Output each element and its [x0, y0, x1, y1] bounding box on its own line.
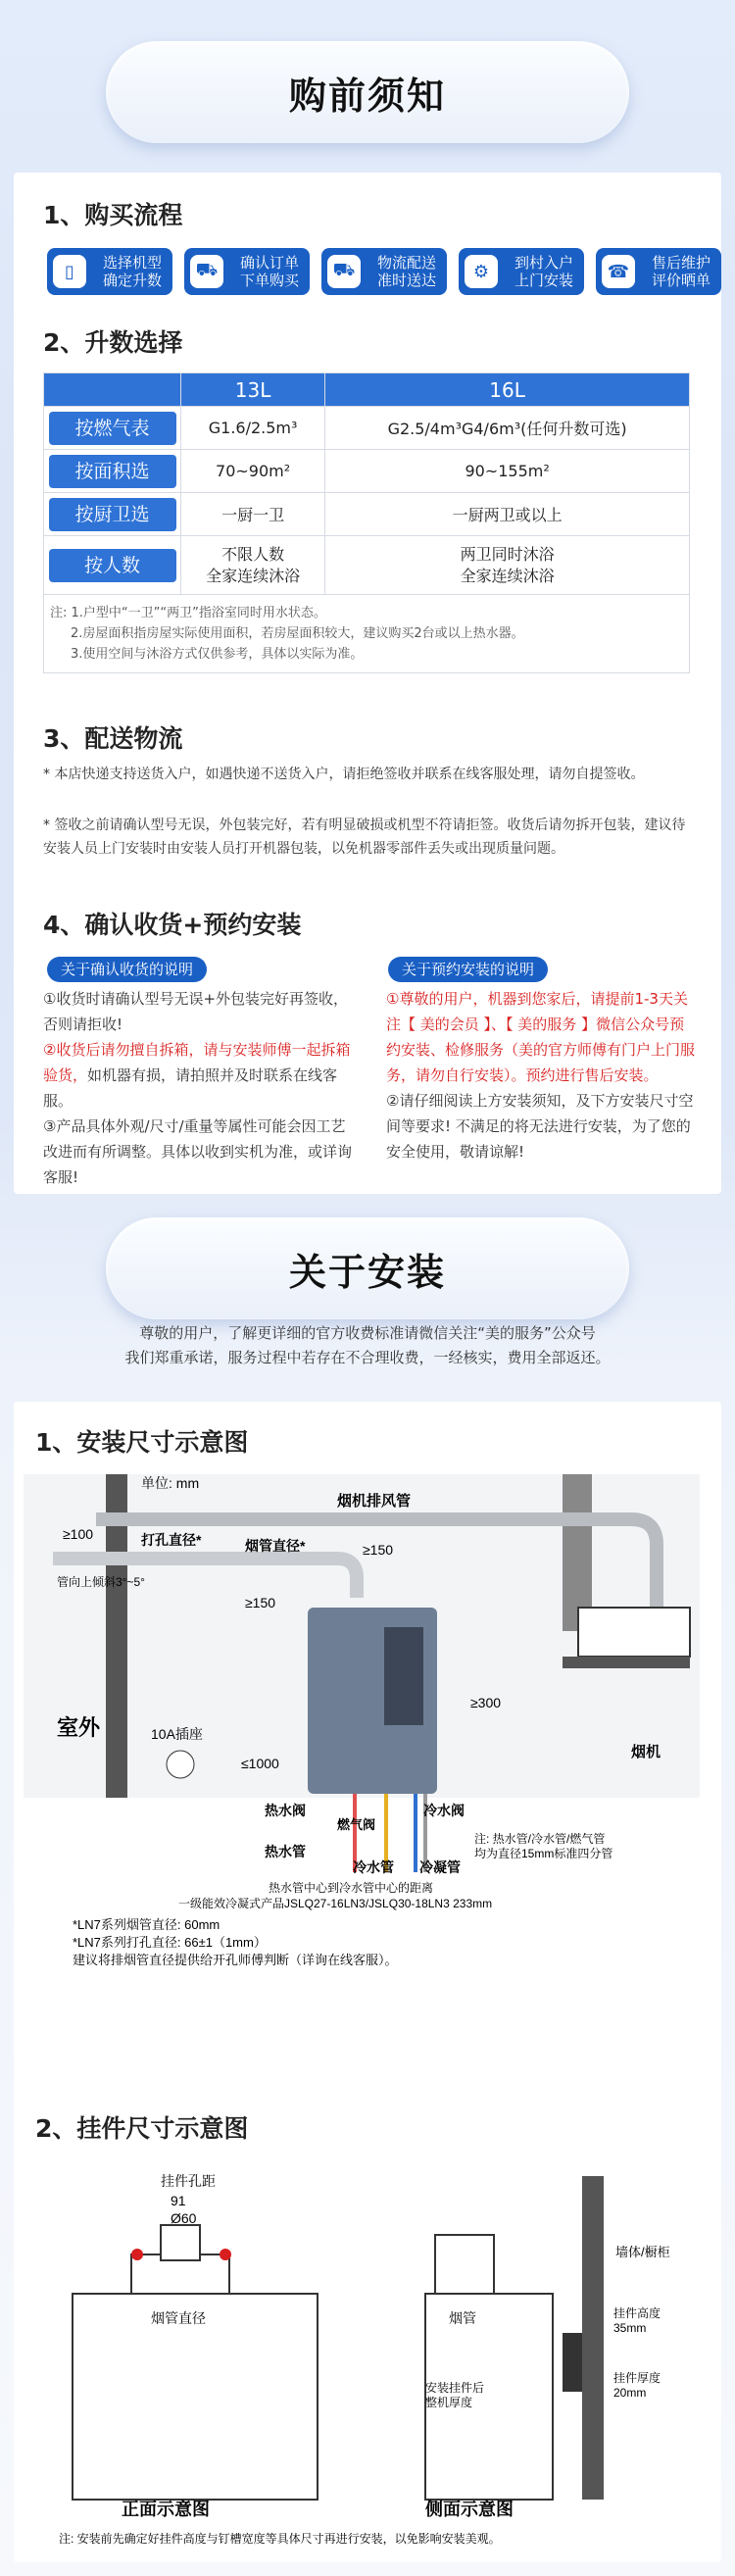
hot-pipe-label: 热水管	[265, 1844, 306, 1859]
receipt-label: 关于确认收货的说明	[47, 957, 207, 982]
purchase-heading: 1、购买流程	[43, 201, 183, 229]
install-note: *LN7系列打孔直径: 66±1（1mm）	[73, 1935, 267, 1950]
d150a-label: ≥150	[363, 1542, 394, 1558]
upgrade-note: 3.使用空间与沐浴方式仅供参考，具体以实际为准。	[71, 647, 364, 662]
delivery-item: * 签收之前请确认型号无误，外包装完好，若有明显破损或机型不符请拒签。收货后请勿拆开包装，建议待安装人员上门安装时由安装人员打开机器包装，以免机器零部件丢失或出现质量问题。	[43, 817, 686, 857]
cell: 两卫同时沐浴 全家连续沐浴	[325, 536, 690, 595]
install-intro: 尊敬的用户，了解更详细的官方收费标准请微信关注“美的服务”公众号 我们郑重承诺，服务过程中若存在不合理收费，一经核实，费用全部返还。	[124, 1324, 611, 1366]
receipt-p3: ③产品具体外观/尺寸/重量等属性可能会因工艺改进而有所调整。具体以收到实机为准，或详询客服!	[43, 1117, 353, 1186]
purchase-steps	[47, 248, 721, 295]
row-label: 按人数	[49, 549, 176, 582]
step-label: 到村入户 上门安装	[514, 254, 573, 289]
receipt-p2-warning: ②收货后请勿擅自拆箱，请与安装师傅一起拆箱验货，	[43, 1041, 351, 1084]
drain-label: 冷凝管	[419, 1859, 461, 1875]
wall-label: 墙体/橱柜	[615, 2245, 670, 2259]
height-label: 挂件高度 35mm	[613, 2306, 662, 2335]
center-label: 热水管中心到冷水管中心的距离	[269, 1881, 434, 1895]
cold-valve-label: 冷水阀	[423, 1803, 465, 1818]
step-1	[47, 248, 172, 295]
upgrade-note: 注: 1.户型中“一卫”“两卫”指浴室同时用水状态。	[50, 606, 326, 620]
phone-icon: ▯	[53, 255, 86, 288]
cell: 90~155m²	[325, 450, 690, 493]
step-5	[596, 248, 721, 295]
thick-label: 挂件厚度 20mm	[613, 2371, 662, 2400]
socket-label: 10A插座	[151, 1726, 203, 1742]
cell: G2.5/4m³G4/6m³(任何升数可选)	[325, 407, 690, 450]
delivery-item: * 本店快递支持送货入户，如遇快递不送货入户，请拒绝签收并联系在线客服处理，请勿自提签收。	[43, 767, 645, 782]
w91-label: 91	[171, 2193, 186, 2208]
service-icon: ☎	[602, 255, 635, 288]
install-note: *LN7系列烟管直径: 60mm	[73, 1917, 220, 1932]
delivery-heading: 3、配送物流	[43, 724, 183, 753]
hanger-note: 注: 安装前先确定好挂件高度与钉槽宽度等具体尺寸再进行安装，以免影响安装美观。	[59, 2532, 501, 2546]
hot-valve-label: 热水阀	[265, 1803, 306, 1818]
cell: 不限人数 全家连续沐浴	[181, 536, 325, 595]
d100-label: ≥100	[63, 1526, 94, 1542]
receipt-heading: 4、确认收货+预约安装	[43, 911, 302, 939]
receipt-p2: 如机器有损，请拍照并及时联系在线客服。	[43, 1066, 338, 1110]
cold-pipe-label: 冷水管	[353, 1859, 394, 1875]
d300-label: ≥300	[470, 1695, 502, 1710]
front-label: 正面示意图	[122, 2500, 210, 2519]
install-p1: ①尊敬的用户，机器到您家后，请提前1-3天关注【 美的会员 】、【 美的服务 】微信公众号预约安装、检修服务（美的官方师傅有门户上门服务，请勿自行安装）。预约进行售后安装。	[386, 990, 696, 1084]
col-13l: 13L	[181, 373, 325, 407]
hole-label: 挂件孔距	[161, 2173, 216, 2189]
exhaust-label: 烟机排风管	[337, 1493, 412, 1510]
page-title: 购前须知	[106, 41, 629, 143]
step-4	[459, 248, 584, 295]
step-label: 物流配送 准时送达	[376, 254, 436, 289]
drill-label: 打孔直径*	[141, 1532, 202, 1548]
step-2	[184, 248, 310, 295]
row-label: 按燃气表	[49, 412, 176, 445]
truck-icon: ⛟	[327, 255, 361, 288]
cart-icon: ⛟	[190, 255, 223, 288]
model-label: 一级能效冷凝式产品JSLQ27-16LN3/JSLQ30-18LN3 233mm	[178, 1897, 493, 1910]
slope-label: 管向上倾斜3°~5°	[57, 1575, 145, 1589]
install-title: 关于安装	[106, 1217, 629, 1319]
gas-valve-label: 燃气阀	[337, 1817, 376, 1832]
step-label: 售后维护 评价晒单	[651, 254, 710, 289]
d60-label: Ø60	[171, 2210, 197, 2226]
col-16l: 16L	[325, 373, 690, 407]
flue1-label: 烟管直径	[151, 2310, 206, 2326]
row-label: 按面积选	[49, 455, 176, 488]
step-3	[321, 248, 447, 295]
flue2-label: 烟管	[449, 2310, 476, 2326]
upgrade-note: 2.房屋面积指房屋实际使用面积，若房屋面积较大，建议购买2台或以上热水器。	[71, 626, 524, 641]
side-label: 侧面示意图	[425, 2500, 514, 2519]
flue-label: 烟管直径*	[245, 1538, 306, 1554]
hanger-diagram	[14, 2147, 721, 2558]
step-label: 选择机型 确定升数	[102, 254, 162, 289]
receipt-p1: ①收货时请确认型号无误+外包装完好再签收，否则请拒收!	[43, 990, 349, 1033]
install-dim-heading: 1、安装尺寸示意图	[35, 1428, 249, 1457]
install-diagram	[14, 1461, 721, 1990]
outdoor-label: 室外	[57, 1715, 101, 1740]
pipe-note: 注: 热水管/冷水管/燃气管均为直径15mm标准四分管	[474, 1832, 613, 1860]
total-label: 安装挂件后整机厚度	[425, 2381, 485, 2409]
row-label: 按厨卫选	[49, 498, 176, 531]
gear-icon: ⚙	[465, 255, 498, 288]
install-label: 关于预约安装的说明	[388, 957, 548, 982]
install-p2: ②请仔细阅读上方安装须知，及下方安装尺寸空间等要求! 不满足的将无法进行安装，为了您的安全使用，敬请谅解!	[386, 1092, 694, 1161]
step-label: 确认订单 下单购买	[239, 254, 299, 289]
d150b-label: ≥150	[245, 1595, 276, 1610]
cell: 一厨一卫	[181, 493, 325, 536]
d1000-label: ≤1000	[241, 1756, 279, 1771]
cell: G1.6/2.5m³	[181, 407, 325, 450]
hood-box	[578, 1608, 690, 1657]
cell: 70~90m²	[181, 450, 325, 493]
upgrade-table	[43, 372, 690, 673]
install-note: 建议将排烟管直径提供给开孔师傅判断（详询在线客服）。	[73, 1953, 398, 1967]
cell: 一厨两卫或以上	[325, 493, 690, 536]
hood-label: 烟机	[631, 1744, 662, 1760]
wall	[582, 2176, 604, 2500]
upgrade-heading: 2、升数选择	[43, 328, 183, 357]
hanger-heading: 2、挂件尺寸示意图	[35, 2114, 249, 2143]
unit-label: 单位: mm	[141, 1475, 200, 1491]
